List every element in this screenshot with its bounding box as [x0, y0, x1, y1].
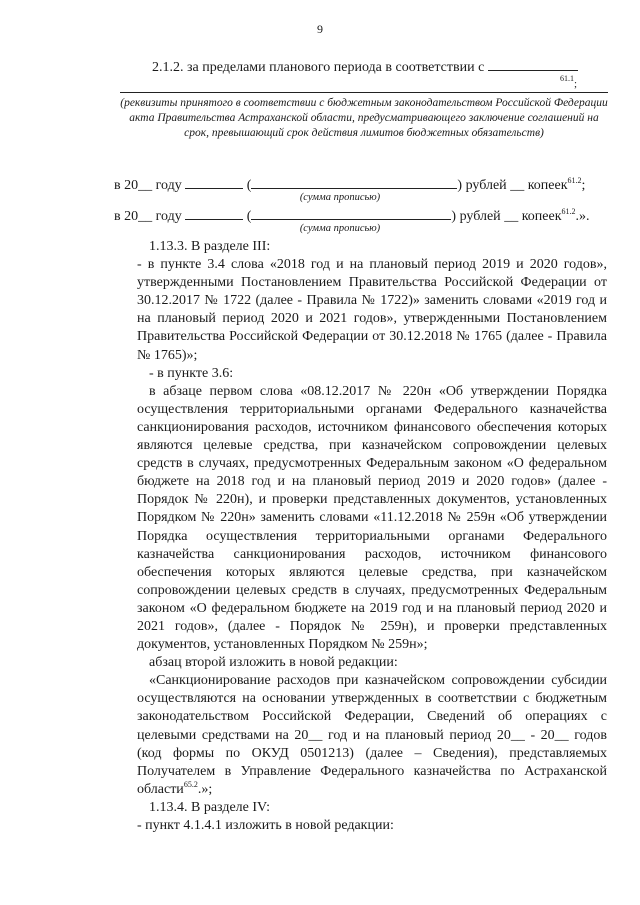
- paragraph: - в пункте 3.4 слова «2018 год и на плановый период 2019 и 2020 годов», утвержденными Постановлением Правительства Российской Федерации от 30.12.2017 № 1722 (далее - Правила № 1722)» заменить словами «2019 год и на плановый период 2020 и 2021 годов», утвержденными Постановлением Правительства Российской Федерации от 30.12.2018 № 1765 (далее - Правила № 1765)»;: [137, 257, 607, 363]
- amount-footnote: 61.2: [561, 207, 576, 216]
- amount-kopeck-label: копеек: [527, 178, 568, 193]
- heading-footnote: 61.1: [560, 74, 574, 83]
- amount-value-blank: [185, 176, 243, 189]
- amount-open-paren: (: [246, 178, 252, 193]
- heading-text: 2.1.2. за пределами планового периода в соответствии с: [152, 60, 485, 75]
- amount-caption-1: (сумма прописью): [299, 192, 381, 203]
- amount-kopeck-blank: __: [504, 209, 519, 224]
- amount-trailing: .».: [575, 209, 590, 224]
- paragraph: - пункт 4.1.4.1 изложить в новой редакции:: [137, 818, 394, 833]
- section-heading: [152, 58, 578, 76]
- paragraph: [137, 672, 607, 799]
- amount-close-paren: ): [451, 209, 457, 224]
- amount-currency: рублей: [465, 178, 507, 193]
- amount-footnote: 61.2: [567, 176, 582, 185]
- amount-kopeck-blank: __: [510, 178, 525, 193]
- amount-trailing: ;: [581, 178, 586, 193]
- amount-year-label: в 20__ году: [114, 209, 182, 224]
- amount-kopeck-label: копеек: [521, 209, 562, 224]
- requisites-rule: [120, 92, 608, 93]
- amount-value-blank: [185, 207, 243, 220]
- amount-words-blank: [251, 207, 451, 220]
- amount-year-label: в 20__ году: [114, 178, 182, 193]
- amount-open-paren: (: [246, 209, 252, 224]
- heading-footnote-mark: [560, 76, 577, 93]
- amount-caption-2: (сумма прописью): [299, 223, 381, 234]
- paragraph: - в пункте 3.6:: [149, 365, 234, 381]
- body-text: [137, 238, 607, 835]
- page-number: 9: [317, 22, 323, 36]
- paragraph: 1.13.4. В разделе IV:: [149, 799, 270, 815]
- amount-words-blank: [251, 176, 457, 189]
- amount-close-paren: ): [457, 178, 463, 193]
- paragraph-text: «Санкционирование расходов при казначейском сопровождении субсидии осуществляются на основании утвержденных в соответствии с бюджетным законодательством Российской Федерации, Сведений об операциях с целевыми средствами на 20__ год и на плановый период 20__ - 20__ годов (код формы по ОКУД 0501213) (далее – Сведения), представляемых Получателем в Управление Федерального казначейства по Астраханской области: [137, 673, 607, 797]
- requisites-note: (реквизиты принятого в соответствии с бюджетным законодательством Российской Федерации акта Правительства Астраханской области, предусматривающего заключение соглашений на срок, превышающий срок действия лимитов бюджетных обязательств): [120, 97, 608, 139]
- heading-blank: [488, 58, 578, 71]
- paragraph-trailing: .»;: [197, 781, 213, 797]
- paragraph-footnote: 65.2: [183, 779, 198, 789]
- amount-currency: рублей: [459, 209, 501, 224]
- heading-trailing: ;: [574, 78, 578, 90]
- paragraph: в абзаце первом слова «08.12.2017 № 220н «Об утверждении Порядка осуществления территориальными органами Федерального казначейства санкционирования расходов, источником финансового обеспечения которых являются целевые средства, при казначейском сопровождении целевых средств в случаях, предусмотренных Федеральным законом «О федеральном бюджете на 2018 год и на плановый период 2019 и 2020 годов» (далее - Порядок № 220н), и проверки представленных документов, установленных Порядком № 220н» заменить словами «11.12.2018 № 259н «Об утверждении Порядка осуществления территориальными органами Федерального казначейства санкционирования расходов, источником финансового обеспечения которых являются целевые средства, при казначейском сопровождении целевых средств в случаях, предусмотренных Федеральным законом «О федеральном бюджете на 2019 год и на плановый период 2020 и 2021 годов», (далее - Порядок № 259н), и проверки представленных документов, установленных Порядком № 259н»;: [137, 383, 607, 653]
- paragraph: 1.13.3. В разделе III:: [149, 239, 271, 254]
- paragraph: абзац второй изложить в новой редакции:: [149, 655, 398, 671]
